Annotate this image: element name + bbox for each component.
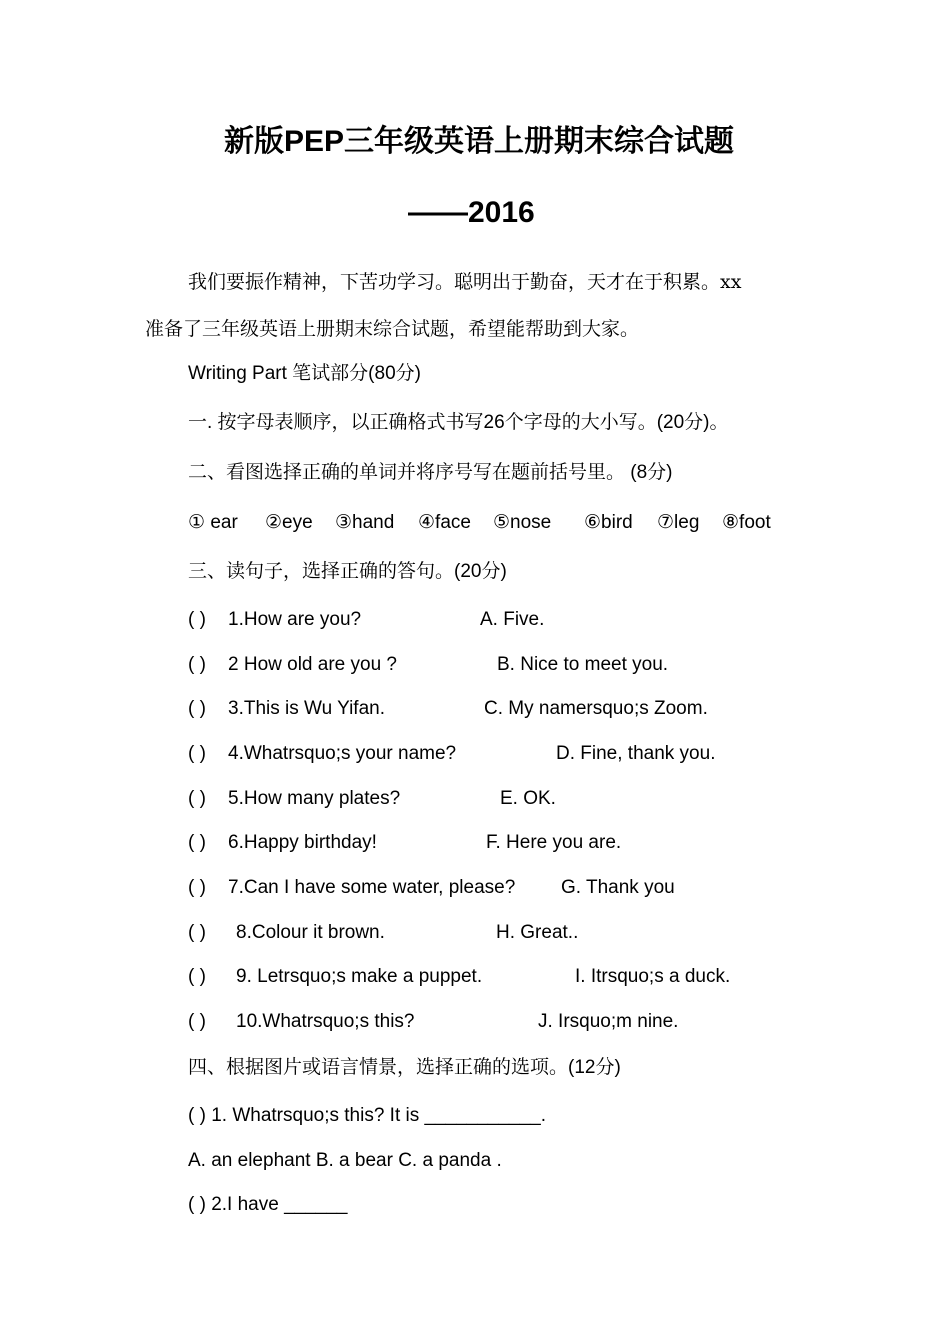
option-number: ⑤ <box>493 512 511 533</box>
matching-question: 7.Can I have some water, please? <box>228 877 516 898</box>
matching-answer: B. Nice to meet you. <box>497 654 669 675</box>
option-word: bird <box>601 512 633 533</box>
question-4-1: ( ) 1. Whatrsquo;s this? It is ___________. <box>188 1105 547 1126</box>
page-subtitle: ——2016 <box>408 196 535 229</box>
intro-text-line2: 准备了三年级英语上册期末综合试题，希望能帮助到大家。 <box>145 318 640 340</box>
option-number: ⑦ <box>657 512 675 533</box>
matching-answer: D. Fine, thank you. <box>556 743 716 764</box>
matching-paren: ( ) <box>188 966 206 987</box>
option-number: ③ <box>335 512 353 533</box>
matching-answer: I. Itrsquo;s a duck. <box>575 966 731 987</box>
intro-text-line1: 我们要振作精神，下苦功学习。聪明出于勤奋，天才在于积累。xx <box>188 271 742 293</box>
option-word: ear <box>210 512 238 533</box>
matching-question: 4.Whatrsquo;s your name? <box>228 743 457 764</box>
option-word: eye <box>282 512 313 533</box>
matching-question: 5.How many plates? <box>228 788 401 809</box>
matching-question: 2 How old are you ? <box>228 654 397 675</box>
matching-paren: ( ) <box>188 922 206 943</box>
matching-question: 6.Happy birthday! <box>228 832 377 853</box>
option-word: leg <box>674 512 700 533</box>
option-number: ① <box>188 512 206 533</box>
option-word: foot <box>739 512 771 533</box>
question-4-1-options: A. an elephant B. a bear C. a panda . <box>188 1150 502 1171</box>
matching-paren: ( ) <box>188 877 206 898</box>
matching-paren: ( ) <box>188 1011 206 1032</box>
matching-paren: ( ) <box>188 743 206 764</box>
matching-paren: ( ) <box>188 788 206 809</box>
matching-question: 10.Whatrsquo;s this? <box>236 1011 415 1032</box>
word-option <box>584 510 633 536</box>
matching-paren: ( ) <box>188 654 206 675</box>
matching-question: 1.How are you? <box>228 609 362 630</box>
section-2-heading: 二、看图选择正确的单词并将序号写在题前括号里。 (8分) <box>188 462 673 483</box>
part-heading: Writing Part 笔试部分(80分) <box>188 363 421 384</box>
word-option <box>493 510 551 536</box>
question-4-2: ( ) 2.I have ______ <box>188 1194 348 1215</box>
matching-paren: ( ) <box>188 609 206 630</box>
word-option <box>188 510 238 536</box>
matching-answer: H. Great.. <box>496 922 579 943</box>
option-number: ② <box>265 512 283 533</box>
matching-paren: ( ) <box>188 698 206 719</box>
matching-question: 3.This is Wu Yifan. <box>228 698 385 719</box>
matching-answer: E. OK. <box>500 788 556 809</box>
matching-question: 9. Letrsquo;s make a puppet. <box>236 966 483 987</box>
page-title: 新版PEP三年级英语上册期末综合试题 <box>224 125 735 158</box>
option-number: ④ <box>418 512 436 533</box>
option-number: ⑧ <box>722 512 740 533</box>
word-option <box>418 510 471 536</box>
matching-answer: A. Five. <box>480 609 545 630</box>
matching-answer: F. Here you are. <box>486 832 622 853</box>
option-word: nose <box>510 512 552 533</box>
matching-question: 8.Colour it brown. <box>236 922 385 943</box>
word-option <box>657 510 699 536</box>
option-word: hand <box>352 512 395 533</box>
matching-paren: ( ) <box>188 832 206 853</box>
word-option <box>335 510 394 536</box>
matching-answer: G. Thank you <box>561 877 675 898</box>
word-option <box>722 510 771 536</box>
section-4-heading: 四、根据图片或语言情景，选择正确的选项。(12分) <box>188 1057 621 1078</box>
section-1-heading: 一. 按字母表顺序，以正确格式书写26个字母的大小写。(20分)。 <box>188 412 729 433</box>
matching-answer: J. Irsquo;m nine. <box>538 1011 679 1032</box>
section-3-heading: 三、读句子，选择正确的答句。(20分) <box>188 561 507 582</box>
option-number: ⑥ <box>584 512 602 533</box>
option-word: face <box>435 512 471 533</box>
matching-answer: C. My namersquo;s Zoom. <box>484 698 708 719</box>
word-option <box>265 510 313 536</box>
